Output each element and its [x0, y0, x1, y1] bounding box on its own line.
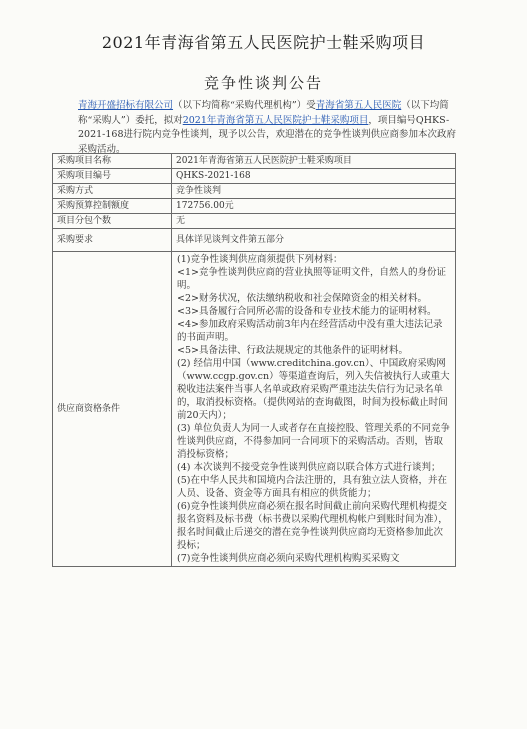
intro-paragraph: 青海开盛招标有限公司（以下均简称“采购代理机构”）受青海省第五人民医院（以下均简称“采购人”）委托，拟对2021年青海省第五人民医院护士鞋采购项目，项目编号QHKS-2021-168进行院内竞争性谈判，现予以公告，欢迎潜在的竞争性谈判供应商参加本次政府采购活动。 [78, 100, 457, 155]
qualification-item: (6)竞争性谈判供应商必须在报名时间截止前向采购代理机构提交报名资料及标书费（标书费以采购代理机构帐户到账时间为准），报名时间截止后递交的潜在竞争性谈判供应商均无资格参加此次投标； [177, 501, 448, 551]
row-label: 项目分包个数 [53, 214, 172, 229]
qualification-item: (1)竞争性谈判供应商须提供下列材料： [177, 254, 343, 265]
document-title: 2021年青海省第五人民医院护士鞋采购项目 [101, 33, 426, 52]
table-row [53, 199, 456, 214]
table-row [53, 154, 456, 169]
row-value: 无 [172, 214, 456, 229]
row-value: 2021年青海省第五人民医院护士鞋采购项目 [172, 154, 456, 169]
row-value: 172756.00元 [172, 199, 456, 214]
row-value: QHKS-2021-168 [172, 169, 456, 184]
qualification-item: (7)竞争性谈判供应商必须向采购代理机构购买采购文 [177, 553, 400, 564]
row-label: 采购要求 [53, 229, 172, 252]
row-value: 具体详见谈判文件第五部分 [172, 229, 456, 252]
qualifications-content [172, 252, 456, 567]
document-subtitle: 竞争性谈判公告 [203, 74, 323, 92]
table-row [53, 169, 456, 184]
project-name-link: 2021年青海省第五人民医院护士鞋采 [182, 114, 340, 126]
row-label: 采购项目名称 [53, 154, 172, 169]
row-label: 采购预算控制额度 [53, 199, 172, 214]
qualification-item: (5)在中华人民共和国境内合法注册的，具有独立法人资格，并在人员、设备、资金等方面具有相应的供货能力； [177, 475, 447, 499]
qualifications-label: 供应商资格条件 [53, 252, 172, 567]
buyer-name: 青海省第五人民医院 [315, 100, 402, 111]
qualification-item: (4) 本次谈判不接受竞争性谈判供应商以联合体方式进行谈判； [177, 462, 441, 473]
qualification-item: (2) 经信用中国（www.creditchina.gov.cn）、中国政府采购网（www.ccgp.gov.cn）等渠道查询后，列入失信被执行人或重大税收违法案件当事人名单或政府采购严重违法失信行为记录名单的，取消投标资格。（提供网站的查询截图，时间为投标截止时间前20天内）； [177, 358, 450, 421]
qualification-item: <5>具备法律、行政法规规定的其他条件的证明材料。 [177, 345, 408, 356]
table-row [53, 229, 456, 252]
qualification-item: <3>具备履行合同所必需的设备和专业技术能力的证明材料。 [177, 306, 437, 317]
procurement-table [52, 153, 456, 567]
table-row [53, 184, 456, 199]
row-value: 竞争性谈判 [172, 184, 456, 199]
row-label: 采购项目编号 [53, 169, 172, 184]
qualification-item: <1>竞争性谈判供应商的营业执照等证明文件，自然人的身份证明。 [177, 267, 446, 291]
table-row-qualifications [53, 252, 456, 567]
agency-name: 青海开盛招标有限公司 [78, 100, 174, 111]
row-label: 采购方式 [53, 184, 172, 199]
qualification-item: <4>参加政府采购活动前3年内在经营活动中没有重大违法记录的书面声明。 [177, 319, 443, 343]
qualification-item: <2>财务状况，依法缴纳税收和社会保障资金的相关材料。 [177, 293, 427, 304]
qualification-item: (3) 单位负责人为同一人或者存在直接控股、管理关系的不同竞争性谈判供应商，不得参加同一合同项下的采购活动。否则，皆取消投标资格； [177, 423, 450, 460]
table-row [53, 214, 456, 229]
